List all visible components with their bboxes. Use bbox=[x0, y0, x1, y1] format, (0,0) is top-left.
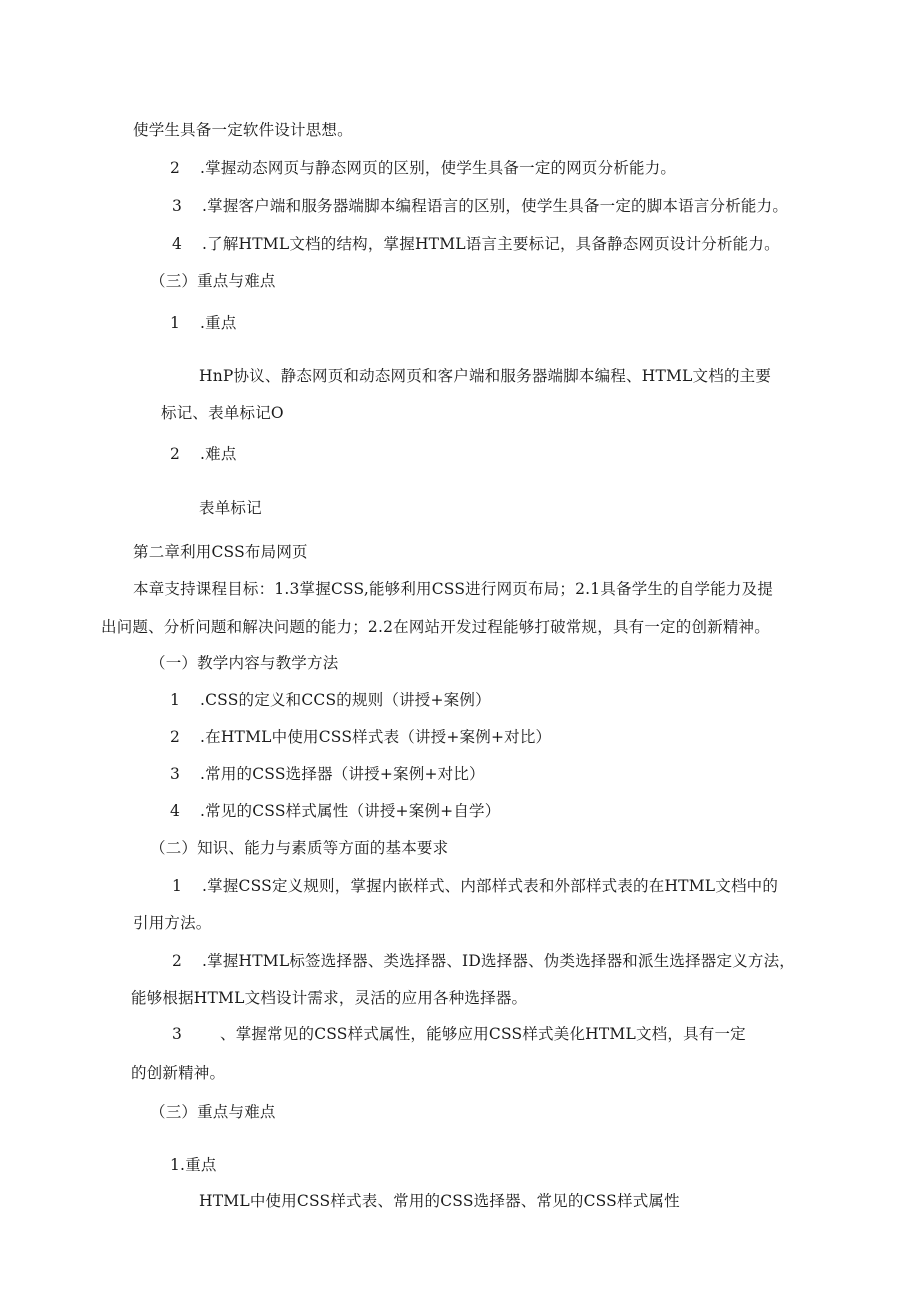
list-item-2: 2 .掌握HTML标签选择器、类选择器、ID选择器、伪类选择器和派生选择器定义方法， bbox=[172, 952, 795, 970]
list-number: 1 bbox=[170, 691, 181, 709]
section-heading: （三）重点与难点 bbox=[150, 272, 276, 290]
paragraph-line: 标记、表单标记O bbox=[161, 404, 284, 422]
paragraph-line: 出问题、分析问题和解决问题的能力；2.2在网站开发过程能够打破常规，具有一定的创新精神。 bbox=[101, 618, 770, 636]
list-number: 2 bbox=[170, 728, 181, 746]
list-number: 3 bbox=[172, 197, 183, 215]
paragraph-line: 本章支持课程目标：1.3掌握CSS,能够利用CSS进行网页布局；2.1具备学生的自学能力及提 bbox=[133, 580, 774, 598]
list-item-1: 1 .CSS的定义和CCS的规则（讲授+案例） bbox=[170, 691, 491, 709]
list-number: 2 bbox=[172, 952, 183, 970]
list-number: 3 bbox=[172, 1025, 183, 1043]
list-item-3: 3 .常用的CSS选择器（讲授+案例+对比） bbox=[170, 765, 485, 783]
list-item-4: 4 .了解HTML文档的结构，掌握HTML语言主要标记，具备静态网页设计分析能力。 bbox=[172, 235, 780, 253]
sub-heading-focus: 1 .重点 bbox=[170, 314, 237, 332]
list-number: 3 bbox=[170, 765, 181, 783]
paragraph-line: HTML中使用CSS样式表、常用的CSS选择器、常见的CSS样式属性 bbox=[199, 1192, 680, 1210]
list-item-2: 2 .掌握动态网页与静态网页的区别，使学生具备一定的网页分析能力。 bbox=[170, 159, 677, 177]
chapter-heading: 第二章利用CSS布局网页 bbox=[133, 543, 308, 561]
paragraph-line: 能够根据HTML文档设计需求，灵活的应用各种选择器。 bbox=[131, 989, 528, 1007]
sub-heading-difficulty: 2 .难点 bbox=[170, 445, 237, 463]
section-heading: （一）教学内容与教学方法 bbox=[150, 654, 339, 672]
list-number: 1 bbox=[172, 877, 183, 895]
paragraph-line: 引用方法。 bbox=[133, 914, 212, 932]
section-heading: （二）知识、能力与素质等方面的基本要求 bbox=[150, 839, 449, 857]
list-item-3: 3 .掌握客户端和服务器端脚本编程语言的区别，使学生具备一定的脚本语言分析能力。 bbox=[172, 197, 789, 215]
list-number: 1 bbox=[170, 314, 181, 332]
list-item-4: 4 .常见的CSS样式属性（讲授+案例+自学） bbox=[170, 802, 501, 820]
paragraph-line: 的创新精神。 bbox=[131, 1064, 226, 1082]
section-heading: （三）重点与难点 bbox=[150, 1103, 276, 1121]
paragraph-line: HnP协议、静态网页和动态网页和客户端和服务器端脚本编程、HTML文档的主要 bbox=[199, 367, 772, 385]
paragraph-line: 使学生具备一定软件设计思想。 bbox=[133, 121, 353, 139]
list-number: 2 bbox=[170, 159, 181, 177]
list-number: 4 bbox=[170, 802, 181, 820]
list-item-2: 2 .在HTML中使用CSS样式表（讲授+案例+对比） bbox=[170, 728, 552, 746]
list-number: 4 bbox=[172, 235, 183, 253]
sub-heading-focus: 1.重点 bbox=[170, 1156, 217, 1174]
paragraph-line: 表单标记 bbox=[199, 499, 262, 517]
list-number: 2 bbox=[170, 445, 181, 463]
list-item-1: 1 .掌握CSS定义规则，掌握内嵌样式、内部样式表和外部样式表的在HTML文档中的 bbox=[172, 877, 779, 895]
list-item-3: 3 、掌握常见的CSS样式属性，能够应用CSS样式美化HTML文档，具有一定 bbox=[172, 1025, 746, 1043]
